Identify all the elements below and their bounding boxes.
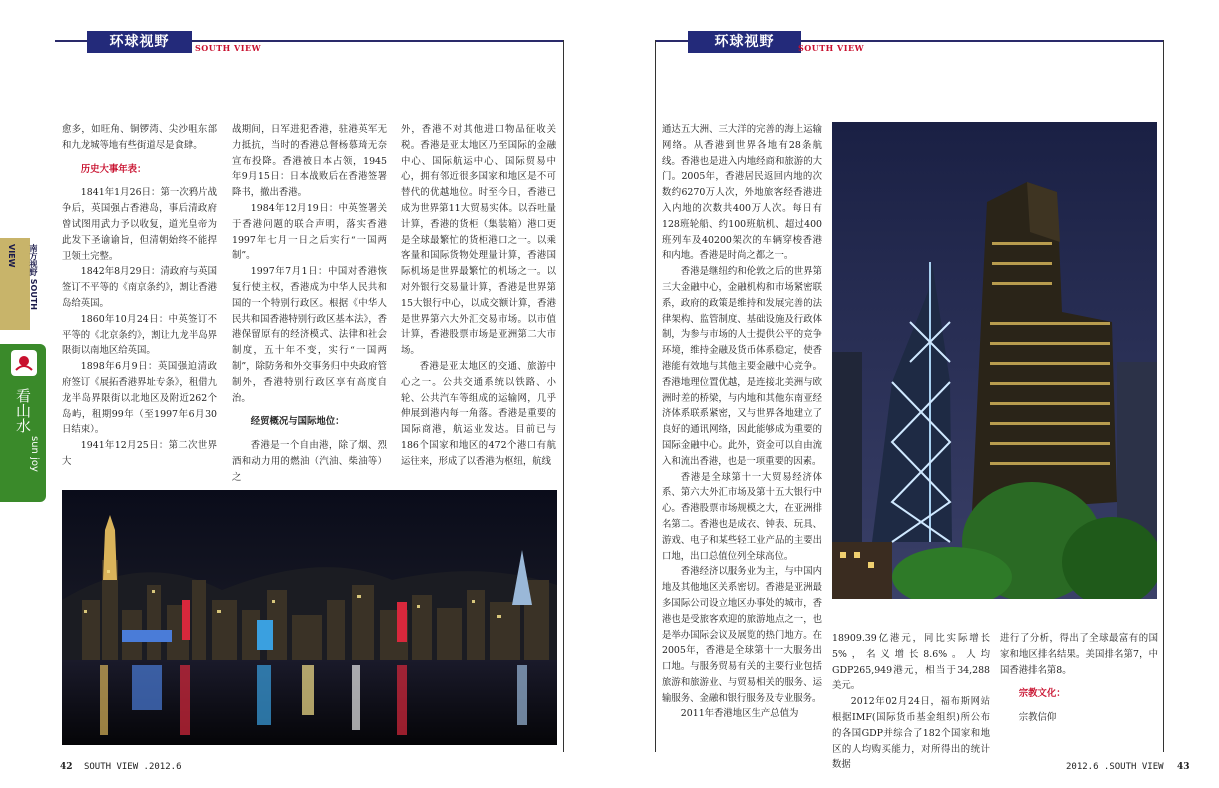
paragraph: 愈多，如旺角、铜锣湾、尖沙咀东部和九龙城等地有些街道尽是食肆。 <box>62 124 217 151</box>
section-heading: 经贸概况与国际地位： <box>250 416 345 428</box>
paragraph: 1841年1月26日：第一次鸦片战争后，英国强占香港岛，事后清政府曾试图用武力予以收复，道光皇帝为此发下圣谕谕旨，但清朝始终不能捍卫领土完整。 <box>62 187 217 262</box>
side-tab-top-label: 南方视野 SOUTH VIEW <box>7 244 38 310</box>
paragraph: 外，香港不对其他进口物品征收关税。香港是亚太地区乃至国际的金融中心、国际航运中心、国际贸易中心，拥有邻近很多国家和地区是不可替代的优越地位。时至今日，香港已成为世界第11大贸易实体。以吞吐量计算，香港的货柜（集装箱）港口更是全球最繁忙的货柜港口之一。以乘客量和国际货物处理量计算，香港国际机场是世界最繁忙的机场之一。以对外银行交易量计算，香港是世界第15大银行中心，以成交额计算，香港是世界第六大外汇交易市场。以市值计算，香港股票市场是亚洲第二大市场。 <box>401 124 556 357</box>
right-page-left-border <box>655 40 656 752</box>
paragraph: 香港是继纽约和伦敦之后的世界第三大金融中心，金融机构和市场紧密联系，政府的政策是维持和发展完善的法律架构、监管制度、基础设施及行政体制，为参与市场的人士提供公平的竞争环境，维持金融及货币体系稳定，使香港能有效地与其他主要金融中心竞争。香港地理位置优越，是连接北美洲与欧洲时差的桥梁，与内地和其他东南亚经济体系联系紧密，又与世界各地建立了良好的通讯网络，因此能够成为重要的国际金融中心。此外，资金可以自由流入和流出香港，也是一项重要的因素。 <box>662 266 822 467</box>
section-heading: 宗教文化： <box>1018 688 1066 700</box>
paragraph: 进行了分析，得出了全球最富有的国家和地区排名结果。美国排名第7，中国香港排名第8。 <box>1000 633 1158 676</box>
section-heading: 历史大事年表： <box>80 163 147 175</box>
right-footer-label: 2012.6 .SOUTH VIEW <box>1066 762 1164 772</box>
paragraph: 1984年12月19日：中英签署关于香港问题的联合声明，落实香港1997年七月一日之后实行“一国两制”。 <box>232 202 387 262</box>
side-tab-bottom[interactable] <box>0 344 46 502</box>
side-tab-bottom-cn: 看山水 <box>14 388 32 433</box>
right-header-title: 环球视野 <box>688 31 801 53</box>
paragraph: 18909.39亿港元，同比实际增长5%，名义增长8.6%。人均GDP265,949港元，相当于34,288美元。 <box>832 633 990 692</box>
paragraph: 1898年6月9日：英国强迫清政府签订《展拓香港界址专条》，租借九龙半岛界限街以北地区及附近262个岛屿，租期99年（至1997年6月30日结束）。 <box>62 361 217 436</box>
left-footer-label: SOUTH VIEW .2012.6 <box>83 762 182 772</box>
left-page-right-border <box>563 40 564 752</box>
paragraph: 2011年香港地区生产总值为 <box>680 708 799 720</box>
paragraph: 战期间，日军进犯香港，驻港英军无力抵抗，当时的香港总督杨慕琦无奈宣布投降。香港被日本占领，1945年9月15日：日本战败后在香港签署降书，撤出香港。 <box>232 124 387 199</box>
paragraph: 1941年12月25日：第二次世界大 <box>62 440 217 467</box>
side-tab-bottom-en: sun joy <box>29 436 40 472</box>
skyline-night-photo <box>62 490 557 745</box>
side-tab-top[interactable] <box>0 238 38 330</box>
towers-night-photo <box>832 122 1157 599</box>
left-column-1 <box>62 122 217 470</box>
left-page-number: 42 <box>60 762 73 772</box>
left-header-title: 环球视野 <box>87 31 192 53</box>
right-column-2 <box>832 631 990 773</box>
right-header-subtitle: SOUTH VIEW <box>798 43 865 53</box>
right-column-1 <box>662 122 822 722</box>
paragraph: 宗教信仰 <box>1018 712 1057 724</box>
left-header-subtitle: SOUTH VIEW <box>195 43 262 53</box>
right-column-3 <box>1000 631 1158 726</box>
paragraph: 1842年8月29日：清政府与英国签订不平等的《南京条约》，割让香港岛给英国。 <box>62 266 217 309</box>
paragraph: 2012年02月24日，福布斯网站根据IMF(国际货币基金组织)所公布的各国GDP并综合了182个国家和地区的人均购买能力，对所得出的统计数据 <box>832 696 990 771</box>
right-footer <box>1066 762 1190 772</box>
paragraph: 1860年10月24日：中英签订不平等的《北京条约》，割让九龙半岛界限街以南地区给英国。 <box>62 313 217 357</box>
left-footer <box>60 762 182 772</box>
paragraph: 香港是全球第十一大贸易经济体系、第六大外汇市场及第十五大银行中心。香港股票市场规模之大，在亚洲排名第二。香港也是成衣、钟表、玩具、游戏、电子和某些轻工业产品的主要出口地，出口总值位列全球高位。 <box>662 471 822 562</box>
left-column-3 <box>401 122 556 470</box>
paragraph: 香港是亚太地区的交通、旅游中心之一。公共交通系统以铁路、小轮、公共汽车等组成的运输网，几乎伸展到港内每一角落。香港是重要的国际商港，航运业发达。目前已与186个国家和地区的472个港口有航运往来，形成了以香港为枢纽，航线 <box>401 360 556 467</box>
left-column-2 <box>232 122 387 486</box>
paragraph: 1997年7月1日：中国对香港恢复行使主权，香港成为中华人民共和国的一个特别行政区。根据《中华人民共和国香港特别行政区基本法》，香港保留原有的经济模式、法律和社会制度，五十年不变，实行“一国两制”，除防务和外交事务归中央政府管制外，香港特别行政区享有高度自治。 <box>232 266 387 404</box>
paragraph: 通达五大洲、三大洋的完善的海上运输网络。从香港到世界各地有28条航线。香港也是进入内地经商和旅游的大门。2005年，香港居民返回内地的次数约6270万人次，外地旅客经香港进入内地的次数共400万人次。每日有128班轮船、约100班航机、超过400班列车及40200架次的车辆穿梭香港和内地。香港是时尚之都之一。 <box>662 124 822 262</box>
paragraph: 香港经济以服务业为主，与中国内地及其他地区关系密切。香港是亚洲最多国际公司设立地区办事处的城市，香港也是受旅客欢迎的旅游地点之一，也是举办国际会议及展览的热门地方。在2005年，香港是全球第十一大服务出口地。与服务贸易有关的主要行业包括旅游和旅游业、与贸易相关的服务、运输服务、金融和银行服务及专业服务。 <box>662 566 822 704</box>
right-page-number: 43 <box>1176 762 1190 772</box>
paragraph: 香港是一个自由港，除了烟、烈酒和动力用的燃油（汽油、柴油等）之 <box>232 440 387 483</box>
flower-logo-icon <box>11 350 37 376</box>
right-page-right-border <box>1163 40 1164 752</box>
